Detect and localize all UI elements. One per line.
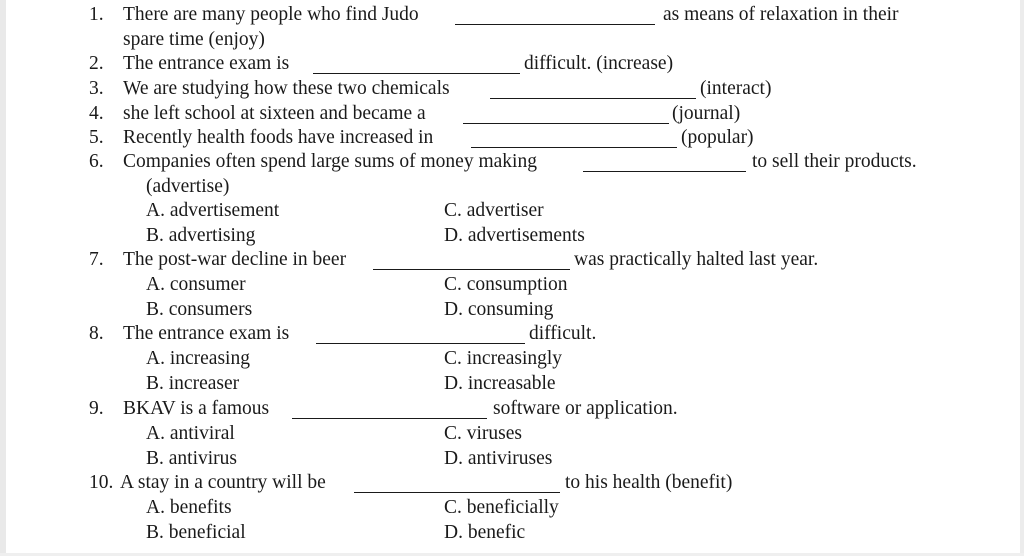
question-number: 9.: [89, 398, 104, 419]
answer-blank[interactable]: [313, 73, 520, 74]
question-number: 3.: [89, 78, 104, 99]
question-number: 8.: [89, 323, 104, 344]
option-a[interactable]: A. antiviral: [146, 423, 235, 444]
question-text-after: was practically halted last year.: [574, 249, 819, 270]
option-c[interactable]: C. beneficially: [444, 497, 559, 518]
page-border-left: [0, 0, 6, 556]
question-number: 7.: [89, 249, 104, 270]
question-text: she left school at sixteen and became a: [123, 103, 426, 124]
question-text-continued: spare time (enjoy): [123, 29, 265, 50]
question-text-after: (interact): [700, 78, 772, 99]
question-text: There are many people who find Judo: [123, 4, 419, 25]
option-b[interactable]: B. antivirus: [146, 448, 237, 469]
question-text: We are studying how these two chemicals: [123, 78, 450, 99]
question-number: 6.: [89, 151, 104, 172]
option-a[interactable]: A. advertisement: [146, 200, 280, 221]
question-text: Recently health foods have increased in: [123, 127, 434, 148]
option-a[interactable]: A. consumer: [146, 274, 246, 295]
option-d[interactable]: D. advertisements: [444, 225, 585, 246]
question-text: Companies often spend large sums of money making: [123, 151, 537, 172]
answer-blank[interactable]: [490, 98, 696, 99]
question-text-after: to his health (benefit): [565, 472, 733, 493]
option-a[interactable]: A. benefits: [146, 497, 232, 518]
option-c[interactable]: C. increasingly: [444, 348, 563, 369]
question-number: 4.: [89, 103, 104, 124]
option-b[interactable]: B. beneficial: [146, 522, 246, 543]
option-d[interactable]: D. consuming: [444, 299, 554, 320]
question-text-after: (popular): [681, 127, 754, 148]
option-c[interactable]: C. advertiser: [444, 200, 544, 221]
option-b[interactable]: B. consumers: [146, 299, 253, 320]
answer-blank[interactable]: [373, 269, 570, 270]
page-border-right: [1020, 0, 1024, 556]
question-text-after: difficult.: [529, 323, 597, 344]
question-text-after: to sell their products.: [752, 151, 917, 172]
answer-blank[interactable]: [292, 418, 487, 419]
option-c[interactable]: C. consumption: [444, 274, 568, 295]
question-text-after: (journal): [672, 103, 741, 124]
question-number: 10.: [89, 472, 114, 493]
option-d[interactable]: D. benefic: [444, 522, 526, 543]
question-text-after: difficult. (increase): [524, 53, 674, 74]
option-c[interactable]: C. viruses: [444, 423, 522, 444]
question-text-after: software or application.: [493, 398, 678, 419]
option-b[interactable]: B. advertising: [146, 225, 256, 246]
question-text-after: as means of relaxation in their: [663, 4, 899, 25]
question-number: 2.: [89, 53, 104, 74]
answer-blank[interactable]: [455, 24, 655, 25]
answer-blank[interactable]: [471, 147, 677, 148]
question-text: The entrance exam is: [123, 323, 290, 344]
answer-blank[interactable]: [583, 171, 746, 172]
question-number: 1.: [89, 4, 104, 25]
question-text: A stay in a country will be: [120, 472, 326, 493]
option-d[interactable]: D. increasable: [444, 373, 556, 394]
question-text: The post-war decline in beer: [123, 249, 347, 270]
question-text: The entrance exam is: [123, 53, 290, 74]
option-d[interactable]: D. antiviruses: [444, 448, 553, 469]
answer-blank[interactable]: [354, 492, 560, 493]
question-text-continued: (advertise): [146, 176, 230, 197]
answer-blank[interactable]: [316, 343, 525, 344]
option-a[interactable]: A. increasing: [146, 348, 250, 369]
question-number: 5.: [89, 127, 104, 148]
option-b[interactable]: B. increaser: [146, 373, 240, 394]
answer-blank[interactable]: [463, 123, 669, 124]
question-text: BKAV is a famous: [123, 398, 270, 419]
